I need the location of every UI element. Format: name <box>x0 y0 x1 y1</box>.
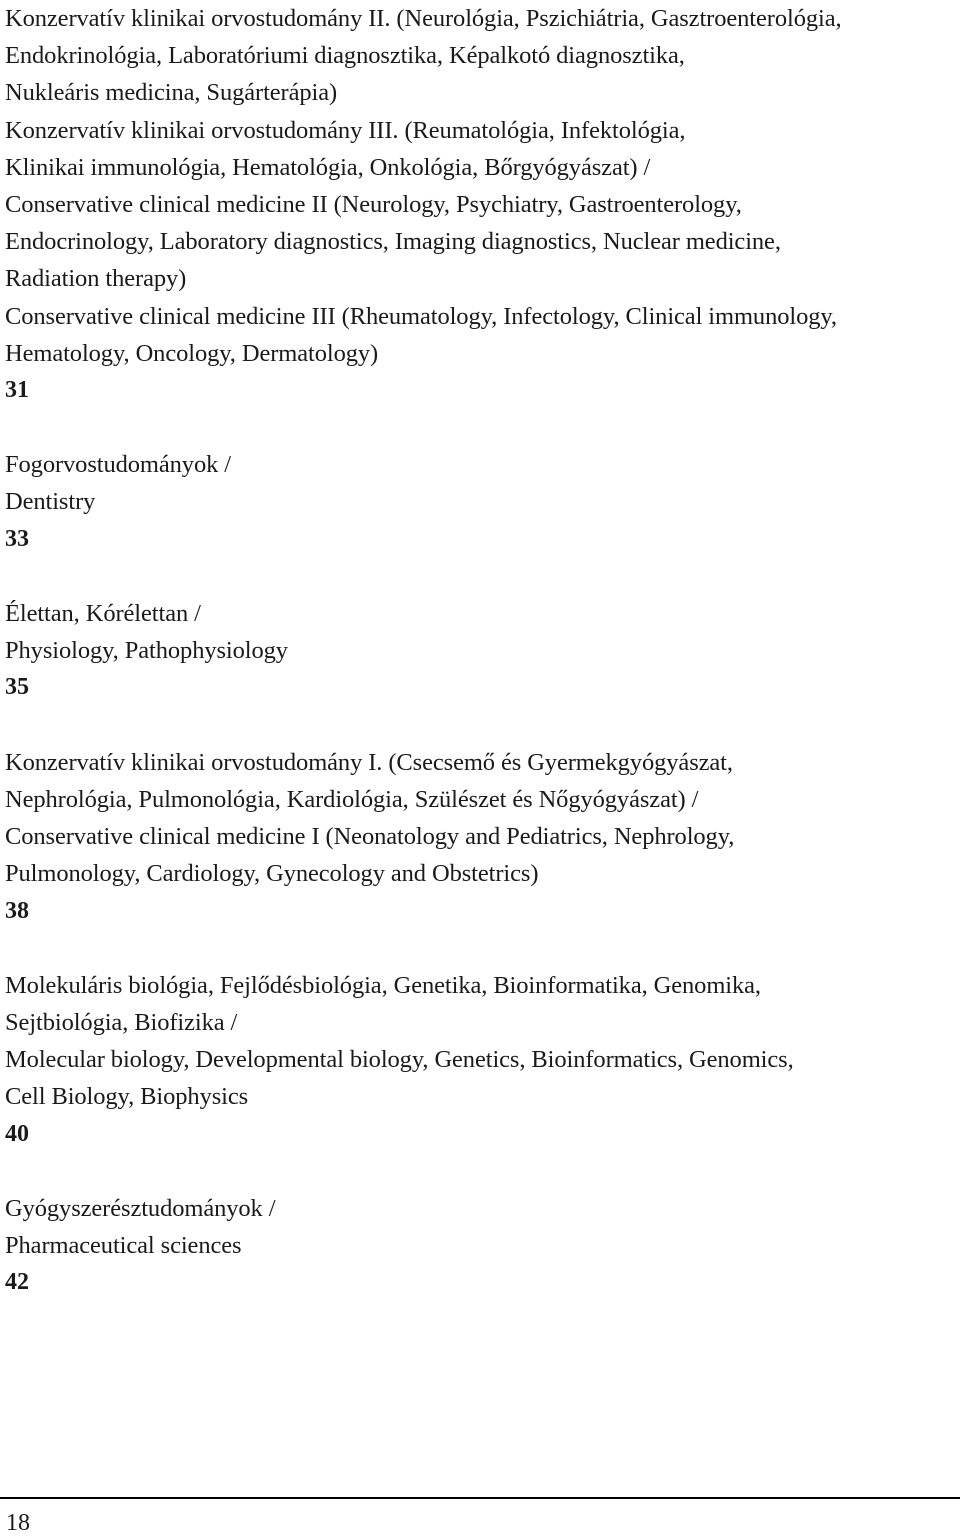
entry-page-number: 35 <box>5 674 29 701</box>
entry-text-line: Konzervatív klinikai orvostudomány II. (Neurológia, Pszichiátria, Gasztroenterológia, <box>5 5 842 32</box>
toc-entry-conservative-medicine-1 <box>5 744 955 930</box>
entry-page-number: 31 <box>5 376 29 403</box>
entry-text-line: Nephrológia, Pulmonológia, Kardiológia, Szülészet és Nőgyógyászat) / <box>5 785 699 813</box>
entry-text-line: Molekuláris biológia, Fejlődésbiológia, Genetika, Bioinformatika, Genomika, <box>5 971 761 999</box>
entry-text-line: Endocrinology, Laboratory diagnostics, Imaging diagnostics, Nuclear medicine, <box>5 228 781 256</box>
spacer <box>5 1153 955 1190</box>
entry-text-line: Physiology, Pathophysiology <box>5 637 288 665</box>
footer-divider <box>0 1497 960 1499</box>
entry-text-line: Klinikai immunológia, Hematológia, Onkológia, Bőrgyógyászat) / <box>5 153 651 181</box>
entry-page-number: 40 <box>5 1120 29 1147</box>
entry-text-line: Élettan, Kórélettan / <box>5 600 201 627</box>
entry-page-number: 33 <box>5 525 29 552</box>
entry-page-number: 38 <box>5 897 29 924</box>
entry-text-line: Molecular biology, Developmental biology, Genetics, Bioinformatics, Genomics, <box>5 1046 794 1074</box>
entry-text-line: Hematology, Oncology, Dermatology) <box>5 339 379 367</box>
entry-text-line: Pulmonology, Cardiology, Gynecology and Obstetrics) <box>5 860 539 888</box>
toc-entry-physiology <box>5 595 955 707</box>
entry-text-line: Cell Biology, Biophysics <box>5 1083 249 1111</box>
spacer <box>5 558 955 595</box>
entry-page-number: 42 <box>5 1269 29 1296</box>
spacer <box>5 707 955 744</box>
entry-text-line: Gyógyszerésztudományok / <box>5 1195 276 1222</box>
entry-text-line: Conservative clinical medicine III (Rheumatology, Infectology, Clinical immunology, <box>5 302 837 330</box>
entry-text-line: Conservative clinical medicine II (Neurology, Psychiatry, Gastroenterology, <box>5 190 742 218</box>
entry-text-line: Fogorvostudományok / <box>5 451 231 479</box>
entry-text-line: Conservative clinical medicine I (Neonatology and Pediatrics, Nephrology, <box>5 823 735 851</box>
toc-entry-molecular-biology <box>5 967 955 1153</box>
entry-text-line: Radiation therapy) <box>5 265 187 293</box>
entry-text-line: Dentistry <box>5 488 96 516</box>
entry-text-line: Nukleáris medicina, Sugárterápia) <box>5 79 338 107</box>
footer-page-number: 18 <box>6 1510 30 1536</box>
entry-text-line: Endokrinológia, Laboratóriumi diagnosztika, Képalkotó diagnosztika, <box>5 42 685 70</box>
entry-text-line: Konzervatív klinikai orvostudomány I. (Csecsemő és Gyermekgyógyászat, <box>5 748 733 776</box>
toc-entry-dentistry <box>5 446 955 558</box>
toc-entry-pharmaceutical-sciences <box>5 1190 955 1302</box>
entry-text-line: Pharmaceutical sciences <box>5 1232 242 1260</box>
table-of-contents <box>5 0 955 1302</box>
toc-entry-conservative-medicine-2-3 <box>5 0 955 409</box>
spacer <box>5 409 955 446</box>
spacer <box>5 930 955 967</box>
entry-text-line: Sejtbiológia, Biofizika / <box>5 1009 238 1037</box>
entry-text-line: Konzervatív klinikai orvostudomány III. (Reumatológia, Infektológia, <box>5 116 686 144</box>
